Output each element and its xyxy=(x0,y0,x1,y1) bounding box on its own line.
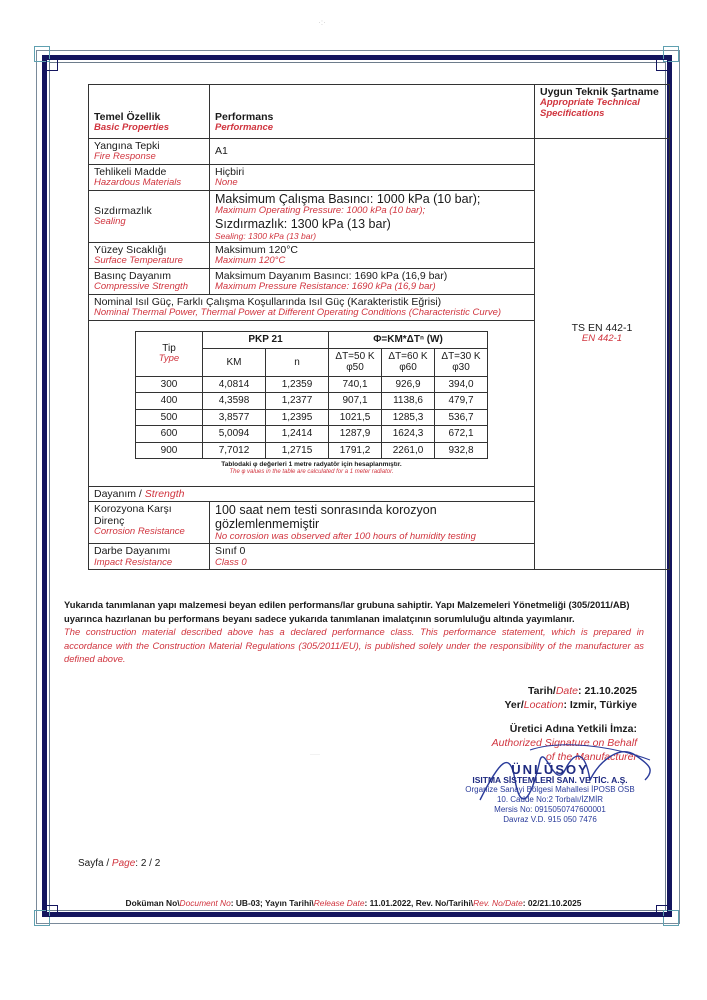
page-number xyxy=(78,858,160,869)
cell: 2261,0 xyxy=(382,442,435,459)
rev-label-en: Rev. No/Date xyxy=(473,898,523,908)
properties-table xyxy=(88,84,670,570)
location-value: : Izmir, Türkiye xyxy=(563,699,637,711)
cell: 900 xyxy=(136,442,203,459)
cell: 1,2414 xyxy=(266,426,329,443)
cell: 479,7 xyxy=(435,393,488,410)
table-row xyxy=(136,409,488,426)
authorized-signature-label: Üretici Adına Yetkili İmza: xyxy=(509,723,637,735)
col-phi30: φ30 xyxy=(452,362,470,374)
cell: 4,3598 xyxy=(203,393,266,410)
location-label-en: Location xyxy=(523,699,564,711)
label-corrosion: Korozyona Karşı Direnç xyxy=(94,502,172,527)
cell: 536,7 xyxy=(435,409,488,426)
page-value: : 2 / 2 xyxy=(135,858,161,869)
page-label-en: Page xyxy=(111,858,136,869)
value-fire-response: A1 xyxy=(210,139,535,165)
value-compressive-en: Maximum Pressure Resistance: 1690 kPa (16,9 bar) xyxy=(215,281,436,293)
cell: 1285,3 xyxy=(382,409,435,426)
frame-corner-ornament xyxy=(46,59,58,71)
header-spec-en: Appropriate Technical Specifications xyxy=(540,97,640,119)
label-strength: Dayanım / xyxy=(94,487,145,500)
table-note-en: The φ values in the table are calculated for a 1 meter radiator. xyxy=(229,468,394,475)
col-dt60: ΔT=60 K xyxy=(388,350,428,362)
cell: 1,2359 xyxy=(266,376,329,393)
col-group-model: PKP 21 xyxy=(203,332,329,349)
col-dt30: ΔT=30 K xyxy=(441,350,481,362)
cell: 400 xyxy=(136,393,203,410)
rev-value: : 02/21.10.2025 xyxy=(522,898,582,908)
label-corrosion-en: Corrosion Resistance xyxy=(94,525,185,537)
thermal-output-table xyxy=(135,331,488,459)
cell: 1791,2 xyxy=(329,442,382,459)
declaration-statement xyxy=(64,598,644,666)
header-spec: Uygun Teknik Şartname xyxy=(540,86,659,98)
authorized-signature-en-2: of the Manufacturer xyxy=(545,751,637,763)
frame-corner-ornament xyxy=(656,59,668,71)
cell: 932,8 xyxy=(435,442,488,459)
header-performance-en: Performance xyxy=(215,122,274,134)
scan-mark: ·:· xyxy=(318,18,326,27)
spec-cell xyxy=(535,139,670,570)
col-n: n xyxy=(266,348,329,376)
cell: 1138,6 xyxy=(382,393,435,410)
label-nominal-power: Nominal Isıl Güç, Farklı Çalışma Koşullarında Isıl Güç (Karakteristik Eğrisi) xyxy=(94,296,442,309)
release-date-value: : 11.01.2022, Rev. No/Tarihi\ xyxy=(364,898,474,908)
cell: 7,7012 xyxy=(203,442,266,459)
header-performance: Performans xyxy=(215,111,274,124)
cell: 740,1 xyxy=(329,376,382,393)
label-strength-en: Strength xyxy=(144,487,185,500)
value-sealing: Sızdırmazlık: 1300 kPa (13 bar) xyxy=(215,217,391,232)
col-dt50: ΔT=50 K xyxy=(335,350,375,362)
header-basic-properties-en: Basic Properties xyxy=(94,122,169,134)
label-surface-temp: Yüzey Sıcaklığı xyxy=(94,244,167,257)
cell: 4,0814 xyxy=(203,376,266,393)
doc-no-label: Doküman No\ xyxy=(125,898,180,908)
stamp-mersis: Mersis No: 0915050747600001 xyxy=(494,805,606,814)
label-compressive: Basınç Dayanım xyxy=(94,270,172,283)
spec-standard: TS EN 442-1 xyxy=(571,322,633,334)
label-surface-temp-en: Surface Temperature xyxy=(94,255,183,267)
value-sealing-en: Sealing: 1300 kPa (13 bar) xyxy=(215,230,317,241)
header-basic-properties: Temel Özellik xyxy=(94,111,161,124)
table-row xyxy=(136,393,488,410)
doc-no-value: : UB-03; Yayın Tarihi\ xyxy=(230,898,314,908)
col-type: Tip xyxy=(162,342,176,354)
value-operating-pressure: Maksimum Çalışma Basıncı: 1000 kPa (10 bar); xyxy=(215,191,481,206)
row-fire-response xyxy=(89,139,670,165)
value-impact: Sınıf 0 xyxy=(215,545,246,558)
cell: 1,2715 xyxy=(266,442,329,459)
table-row xyxy=(136,426,488,443)
col-phi50: φ50 xyxy=(346,362,364,374)
release-date-label-en: Release Date xyxy=(313,898,365,908)
document-footer xyxy=(0,898,707,908)
authorized-signature-en-1: Authorized Signature on Behalf xyxy=(491,737,637,749)
col-type-en: Type xyxy=(158,353,180,365)
location-label: Yer/ xyxy=(504,699,524,711)
cell: 672,1 xyxy=(435,426,488,443)
date-value: : 21.10.2025 xyxy=(578,685,637,697)
stamp-company: ISITMA SİSTEMLERİ SAN. VE TİC. A.Ş. xyxy=(472,775,628,785)
label-sealing-en: Sealing xyxy=(94,216,126,228)
value-corrosion: 100 saat nem testi sonrasında korozyon gözlemlenmemiştir xyxy=(215,502,437,532)
cell: 600 xyxy=(136,426,203,443)
company-stamp xyxy=(450,762,650,825)
label-hazardous-en: Hazardous Materials xyxy=(94,177,182,189)
cell: 300 xyxy=(136,376,203,393)
table-row xyxy=(136,376,488,393)
cell: 3,8577 xyxy=(203,409,266,426)
cell: 500 xyxy=(136,409,203,426)
label-compressive-en: Compressive Strength xyxy=(94,281,188,293)
value-hazardous: Hiçbiri xyxy=(215,165,245,178)
cell: 1,2395 xyxy=(266,409,329,426)
label-impact: Darbe Dayanımı xyxy=(94,545,171,558)
date-label: Tarih/ xyxy=(528,685,556,697)
cell: 1287,9 xyxy=(329,426,382,443)
value-compressive: Maksimum Dayanım Basıncı: 1690 kPa (16,9 bar) xyxy=(215,270,448,283)
cell: 5,0094 xyxy=(203,426,266,443)
label-sealing: Sızdırmazlık xyxy=(94,205,152,218)
value-hazardous-en: None xyxy=(215,177,238,189)
stamp-brand: ÜNLÜSOY xyxy=(511,762,589,777)
value-operating-pressure-en: Maximum Operating Pressure: 1000 kPa (10 bar); xyxy=(215,205,426,217)
cell: 394,0 xyxy=(435,376,488,393)
value-impact-en: Class 0 xyxy=(215,556,247,568)
doc-no-label-en: Document No xyxy=(179,898,231,908)
label-nominal-power-en: Nominal Thermal Power, Thermal Power at Different Operating Conditions (Characteristic Curve) xyxy=(94,307,502,319)
cell: 1624,3 xyxy=(382,426,435,443)
date-label-en: Date xyxy=(555,685,579,697)
col-km: KM xyxy=(203,348,266,376)
cell: 1,2377 xyxy=(266,393,329,410)
declaration-en: The construction material described above has a declared performance class. This performance statement, which is prepared in accordance with the Construction Material Regulations (305/2011/EU), is published solely under the responsibility of the manufacturer as defined above. xyxy=(64,626,644,664)
value-surface-temp: Maksimum 120°C xyxy=(215,244,298,257)
page-label: Sayfa / xyxy=(78,858,112,869)
scan-artifact: ····· xyxy=(310,752,320,758)
spec-standard-en: EN 442-1 xyxy=(581,333,623,345)
stamp-tax-id: Davraz V.D. 915 050 7476 xyxy=(503,815,597,824)
label-fire-response-en: Fire Response xyxy=(94,151,156,163)
col-phi60: φ60 xyxy=(399,362,417,374)
label-hazardous: Tehlikeli Madde xyxy=(94,165,167,178)
cell: 926,9 xyxy=(382,376,435,393)
value-corrosion-en: No corrosion was observed after 100 hours of humidity testing xyxy=(215,530,476,542)
label-fire-response: Yangına Tepki xyxy=(94,140,160,152)
cell: 907,1 xyxy=(329,393,382,410)
declaration-tr: Yukarıda tanımlanan yapı malzemesi beyan edilen performans/lar grubuna sahiptir. Yapı Malzemeleri Yönetmeliği (305/2011/AB) uyarınca hazırlanan bu performans beyanı sadece yukarıda tanımlanan imalatçının sorumluluğu altında yayımlanır. xyxy=(64,599,630,624)
table-row xyxy=(136,442,488,459)
value-surface-temp-en: Maximum 120°C xyxy=(215,255,286,267)
table-note: Tablodaki φ değerleri 1 metre radyatör için hesaplanmıştır. xyxy=(221,461,402,469)
stamp-address-1: Organize Sanayi Bölgesi Mahallesi İPOSB OSB xyxy=(465,785,635,794)
table-header-row xyxy=(89,85,670,139)
label-impact-en: Impact Resistance xyxy=(94,556,173,568)
stamp-address-2: 10. Cadde No:2 Torbalı/İZMİR xyxy=(496,795,604,804)
cell: 1021,5 xyxy=(329,409,382,426)
col-group-formula: Φ=KM*ΔTⁿ (W) xyxy=(329,332,488,349)
